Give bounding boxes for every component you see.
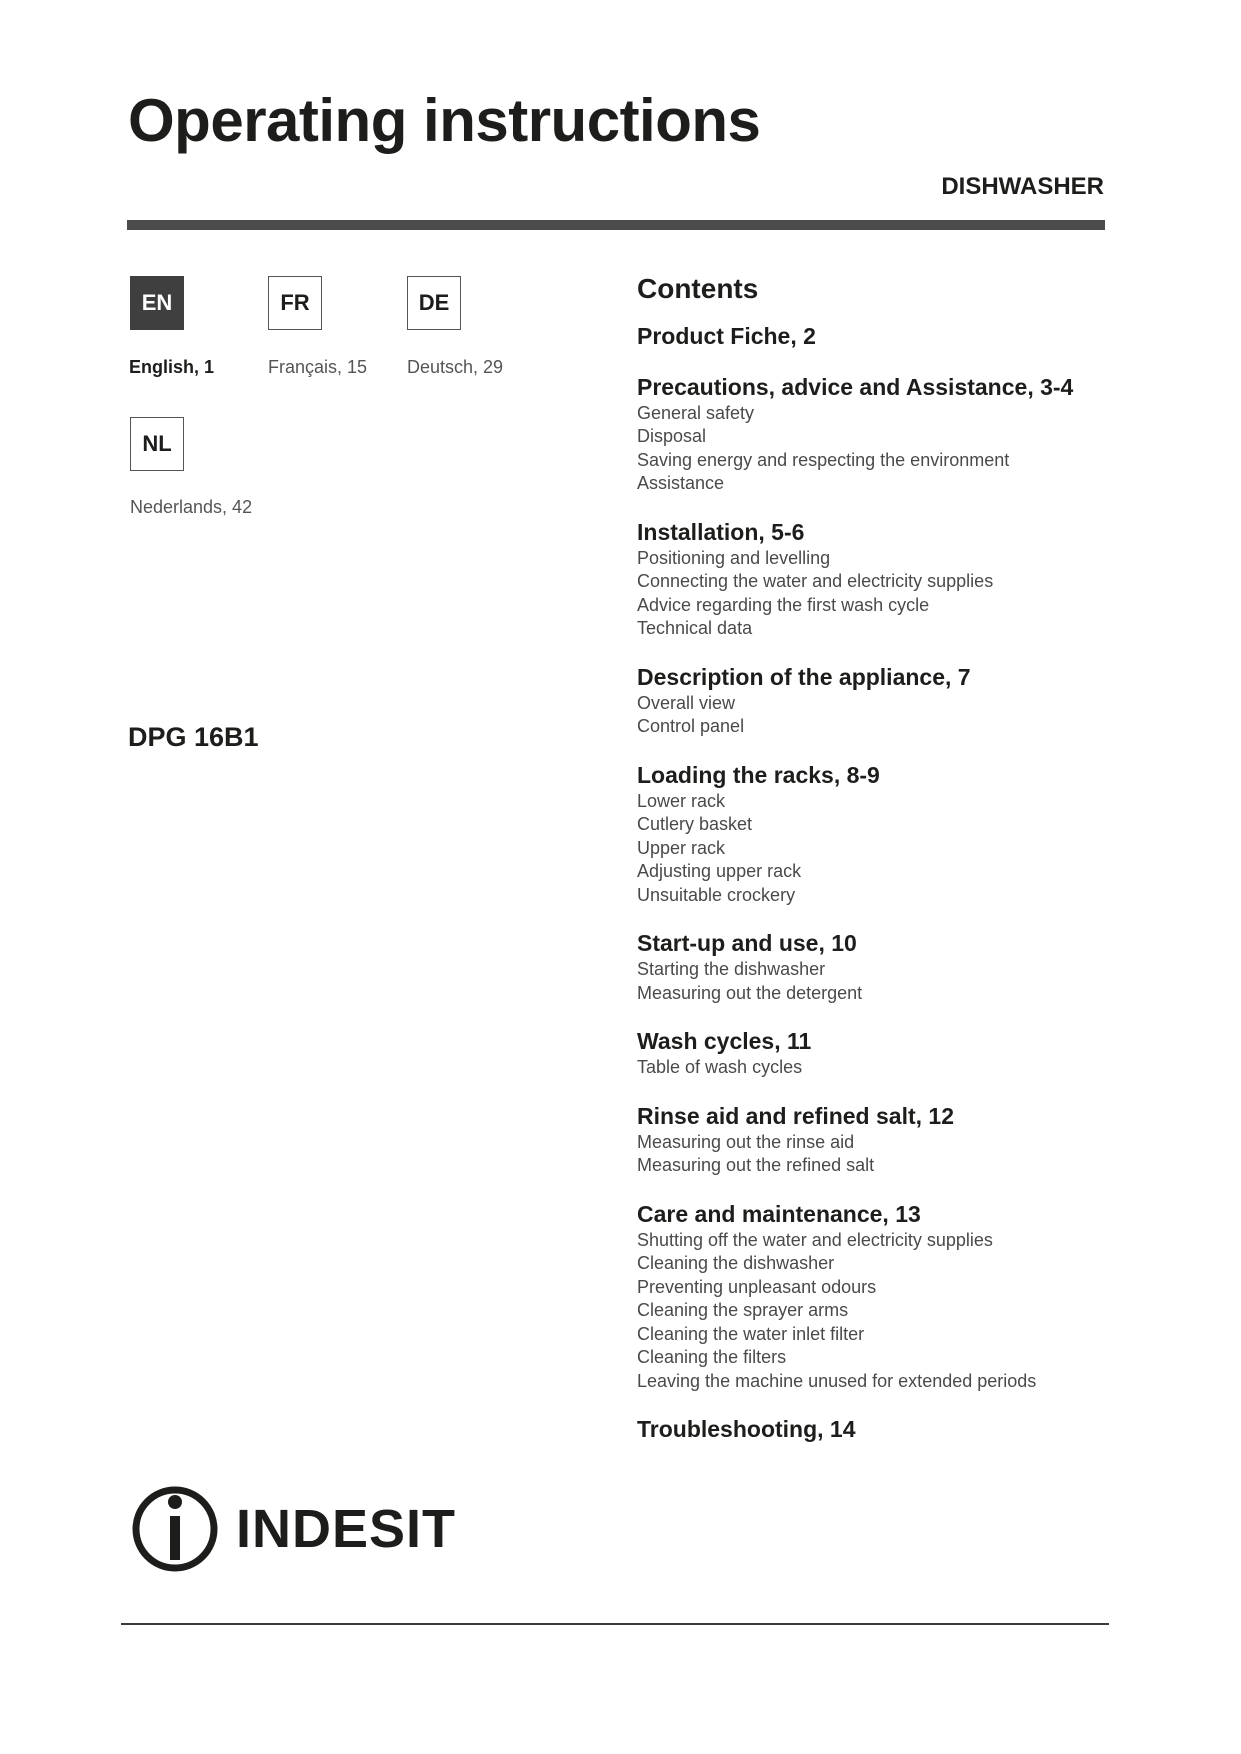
toc-subsection[interactable]: Shutting off the water and electricity supplies — [637, 1229, 993, 1250]
toc-subsection[interactable]: Cleaning the filters — [637, 1347, 787, 1368]
toc-subsection[interactable]: General safety — [637, 402, 755, 423]
toc-subsection[interactable]: Cutlery basket — [637, 814, 753, 835]
toc-subsection[interactable]: Disposal — [637, 426, 707, 447]
toc-subsection[interactable]: Measuring out the rinse aid — [637, 1131, 855, 1152]
toc-section — [637, 518, 1107, 641]
toc-section-heading[interactable]: Start-up and use, 10 — [637, 930, 857, 957]
toc-subsection[interactable]: Adjusting upper rack — [637, 861, 802, 882]
toc-section — [637, 663, 1107, 739]
toc-section-heading[interactable]: Rinse aid and refined salt, 12 — [637, 1102, 954, 1129]
toc-subsection[interactable]: Technical data — [637, 618, 753, 639]
language-tab-en[interactable]: EN — [130, 276, 184, 330]
toc-section — [637, 1027, 1107, 1080]
toc-section-heading[interactable]: Installation, 5-6 — [637, 518, 805, 545]
toc-section — [637, 322, 1107, 351]
toc-section — [637, 1102, 1107, 1178]
toc-subsection[interactable]: Cleaning the sprayer arms — [637, 1300, 849, 1321]
toc-section-heading[interactable]: Product Fiche, 2 — [637, 322, 816, 349]
toc-subsection[interactable]: Saving energy and respecting the environment — [637, 449, 1010, 470]
language-tab-fr[interactable]: FR — [268, 276, 322, 330]
header-divider — [127, 220, 1105, 230]
toc-subsection[interactable]: Starting the dishwasher — [637, 959, 826, 980]
toc-section — [637, 929, 1107, 1005]
toc-subsection[interactable]: Cleaning the dishwasher — [637, 1253, 835, 1274]
toc-section-heading[interactable]: Wash cycles, 11 — [637, 1028, 812, 1055]
toc-section-heading[interactable]: Loading the racks, 8-9 — [637, 761, 880, 788]
toc-section-heading[interactable]: Precautions, advice and Assistance, 3-4 — [637, 373, 1074, 400]
brand-logo — [130, 1484, 456, 1574]
toc-subsection[interactable]: Measuring out the refined salt — [637, 1155, 875, 1176]
table-of-contents — [637, 272, 1107, 1466]
language-label-en[interactable]: English, 1 — [129, 357, 215, 377]
page-title: Operating instructions — [128, 87, 761, 154]
toc-section-heading[interactable]: Description of the appliance, 7 — [637, 663, 971, 690]
model-number: DPG 16B1 — [128, 722, 259, 752]
toc-section — [637, 373, 1107, 496]
toc-subsection[interactable]: Table of wash cycles — [637, 1057, 803, 1078]
toc-subsection[interactable]: Cleaning the water inlet filter — [637, 1323, 865, 1344]
toc-subsection[interactable]: Assistance — [637, 473, 725, 494]
toc-section-heading[interactable]: Troubleshooting, 14 — [637, 1416, 856, 1443]
toc-subsection[interactable]: Overall view — [637, 692, 736, 713]
toc-subsection[interactable]: Control panel — [637, 716, 745, 737]
product-type: DISHWASHER — [941, 173, 1104, 200]
language-tab-de[interactable]: DE — [407, 276, 461, 330]
footer-divider — [121, 1623, 1109, 1625]
toc-subsection[interactable]: Advice regarding the first wash cycle — [637, 594, 930, 615]
brand-name: INDESIT — [236, 1499, 457, 1559]
toc-subsection[interactable]: Measuring out the detergent — [637, 982, 863, 1003]
toc-section — [637, 1415, 1107, 1444]
toc-subsection[interactable]: Upper rack — [637, 837, 726, 858]
toc-section-heading[interactable]: Care and maintenance, 13 — [637, 1200, 921, 1227]
language-label-de[interactable]: Deutsch, 29 — [407, 357, 504, 377]
language-label-nl[interactable]: Nederlands, 42 — [130, 497, 253, 517]
language-label-fr[interactable]: Français, 15 — [268, 357, 368, 377]
contents-title: Contents — [637, 273, 759, 304]
toc-section — [637, 1200, 1107, 1394]
toc-subsection[interactable]: Connecting the water and electricity supplies — [637, 571, 994, 592]
toc-subsection[interactable]: Lower rack — [637, 790, 726, 811]
indesit-logo-icon — [130, 1484, 220, 1574]
language-tab-nl[interactable]: NL — [130, 417, 184, 471]
toc-subsection[interactable]: Preventing unpleasant odours — [637, 1276, 877, 1297]
toc-subsection[interactable]: Unsuitable crockery — [637, 884, 796, 905]
toc-section — [637, 761, 1107, 908]
toc-subsection[interactable]: Leaving the machine unused for extended periods — [637, 1370, 1037, 1391]
toc-subsection[interactable]: Positioning and levelling — [637, 547, 831, 568]
